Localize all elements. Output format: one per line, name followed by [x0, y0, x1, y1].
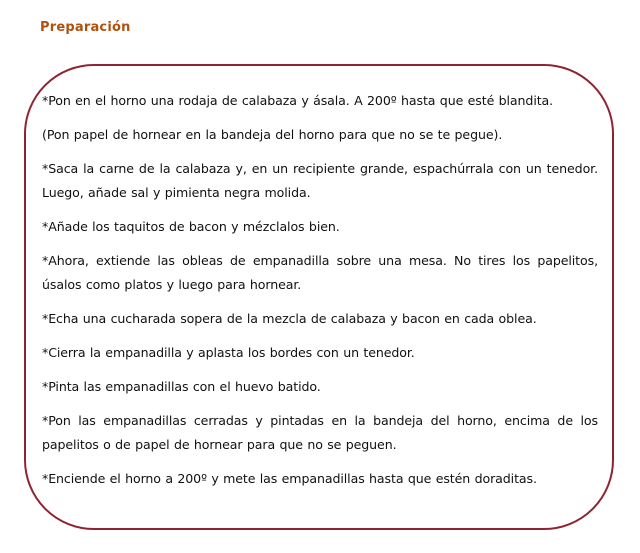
preparation-steps: [42, 89, 598, 501]
step-8: *Pinta las empanadillas con el huevo batido.: [42, 379, 321, 394]
step-7: *Cierra la empanadilla y aplasta los bordes con un tenedor.: [42, 345, 415, 360]
step-9: *Pon las empanadillas cerradas y pintadas en la bandeja del horno, encima de los papelitos o de papel de hornear para que no se peguen.: [42, 413, 598, 452]
step-6: *Echa una cucharada sopera de la mezcla de calabaza y bacon en cada oblea.: [42, 311, 537, 326]
step-5: *Ahora, extiende las obleas de empanadilla sobre una mesa. No tires los papelitos, úsalos como platos y luego para hornear.: [42, 253, 598, 292]
section-heading: Preparación: [40, 20, 131, 35]
step-10: *Enciende el horno a 200º y mete las empanadillas hasta que estén doraditas.: [42, 471, 537, 486]
step-2: (Pon papel de hornear en la bandeja del horno para que no se te pegue).: [42, 127, 503, 142]
step-3: *Saca la carne de la calabaza y, en un recipiente grande, espachúrrala con un tenedor. Luego, añade sal y pimienta negra molida.: [42, 161, 598, 200]
step-1: *Pon en el horno una rodaja de calabaza y ásala. A 200º hasta que esté blandita.: [42, 93, 554, 108]
step-4: *Añade los taquitos de bacon y mézclalos bien.: [42, 219, 340, 234]
